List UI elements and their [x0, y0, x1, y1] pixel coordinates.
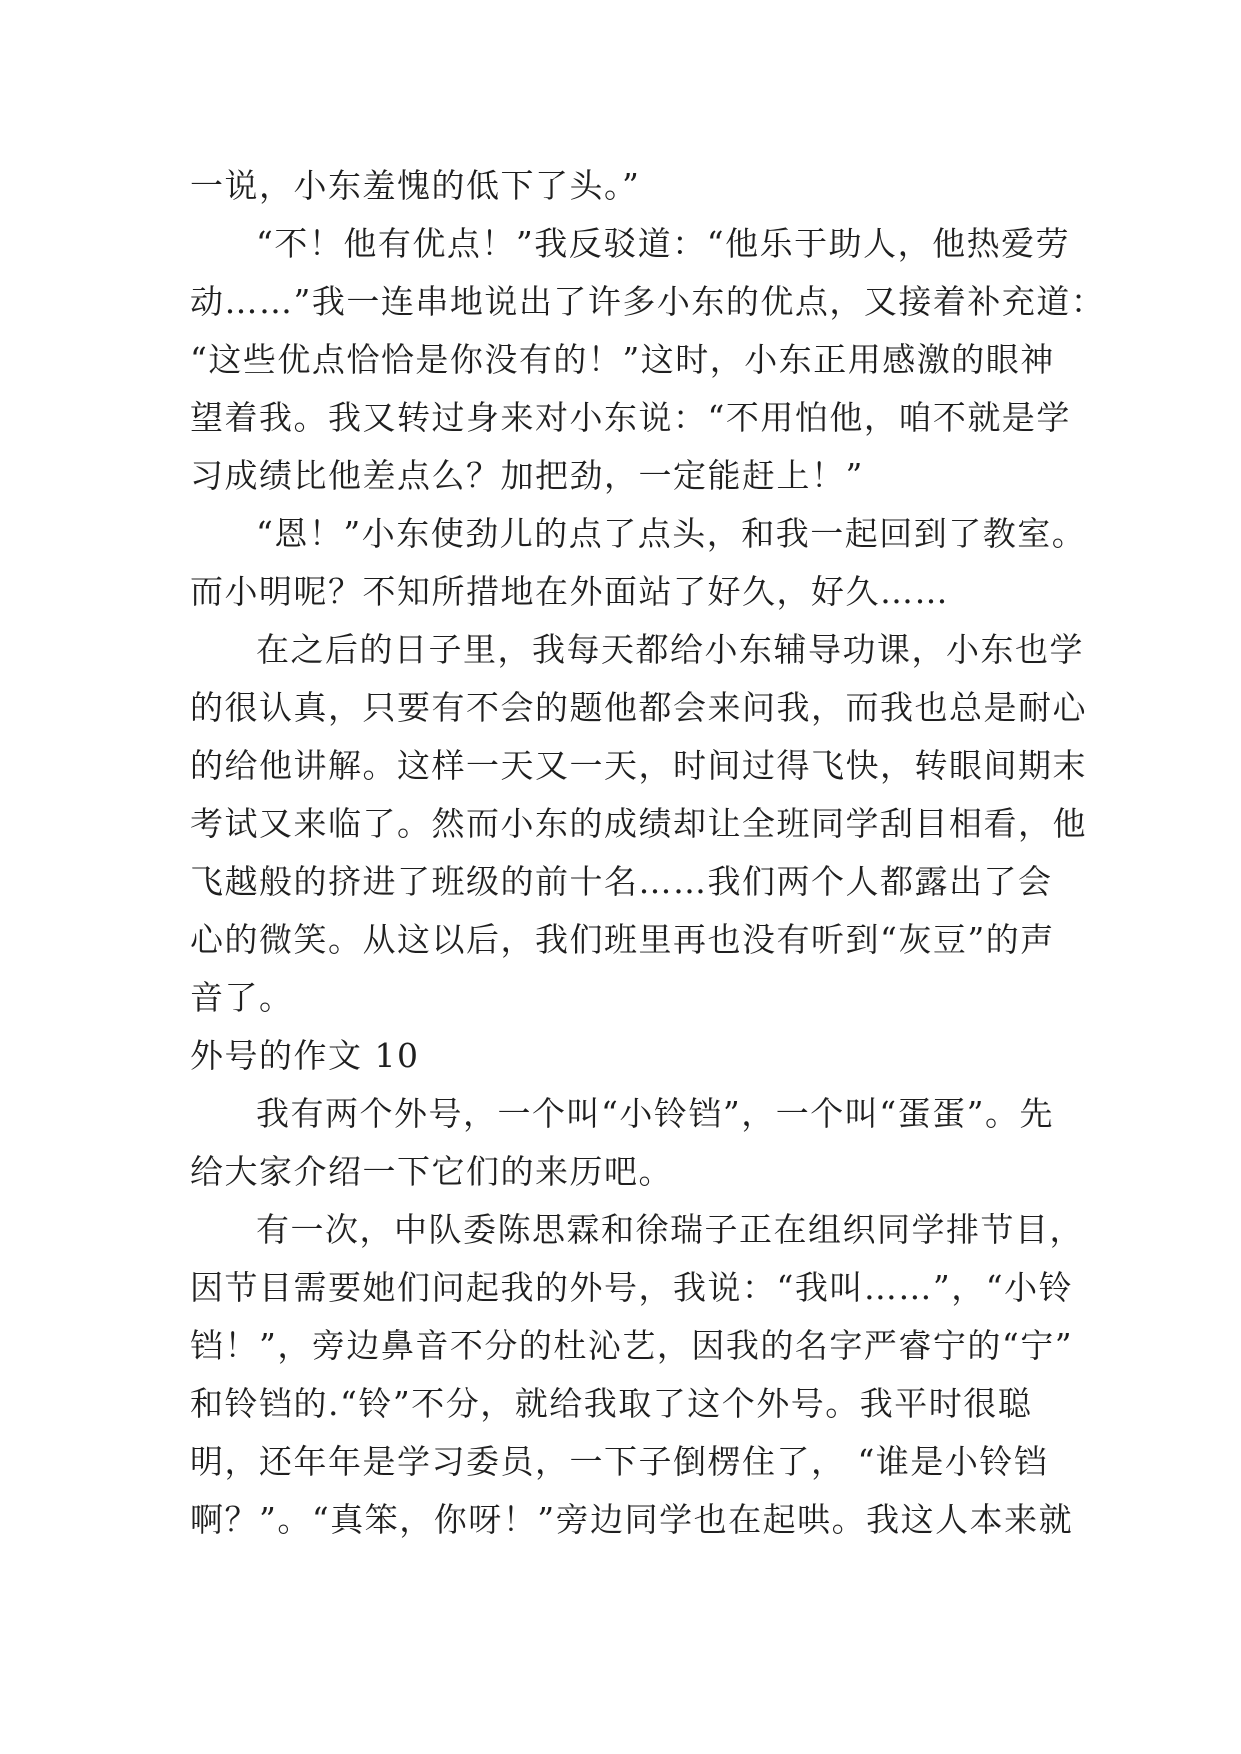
- text-line: 明，还年年是学习委员，一下子倒楞住了， “谁是小铃铛: [190, 1442, 1049, 1481]
- text-line: “这些优点恰恰是你没有的！”这时，小东正用感激的眼神: [190, 340, 1055, 379]
- text-line: 考试又来临了。然而小东的成绩却让全班同学刮目相看，他: [190, 804, 1087, 843]
- paragraph-first-line: 在之后的日子里，我每天都给小东辅导功课，小东也学: [256, 630, 1084, 669]
- text-line: 一说，小东羞愧的低下了头。”: [190, 166, 641, 205]
- text-line: 习成绩比他差点么？加把劲，一定能赶上！”: [190, 456, 864, 495]
- text-line: 的很认真，只要有不会的题他都会来问我，而我也总是耐心: [190, 688, 1087, 727]
- text-line: 动……”我一连串地说出了许多小东的优点，又接着补充道：: [190, 282, 1106, 321]
- section-heading: 外号的作文 10: [190, 1036, 420, 1075]
- paragraph-first-line: “恩！”小东使劲儿的点了点头，和我一起回到了教室。: [256, 514, 1087, 553]
- paragraph-first-line: 有一次，中队委陈思霖和徐瑞子正在组织同学排节目，: [256, 1210, 1084, 1249]
- text-line: 音了。: [190, 978, 294, 1017]
- text-line: 因节目需要她们问起我的外号，我说：“我叫……”，“小铃: [190, 1268, 1074, 1307]
- text-line: 和铃铛的.“铃”不分，就给我取了这个外号。我平时很聪: [190, 1384, 1033, 1423]
- text-line: 望着我。我又转过身来对小东说：“不用怕他，咱不就是学: [190, 398, 1071, 437]
- text-line: 飞越般的挤进了班级的前十名……我们两个人都露出了会: [190, 862, 1053, 901]
- text-line: 啊？”。“真笨，你呀！”旁边同学也在起哄。我这人本来就: [190, 1500, 1074, 1539]
- text-line: 心的微笑。从这以后，我们班里再也没有听到“灰豆”的声: [190, 920, 1055, 959]
- paragraph-first-line: 我有两个外号，一个叫“小铃铛”，一个叫“蛋蛋”。先: [256, 1094, 1054, 1133]
- text-line: 的给他讲解。这样一天又一天，时间过得飞快，转眼间期末: [190, 746, 1087, 785]
- text-line: 给大家介绍一下它们的来历吧。: [190, 1152, 673, 1191]
- text-line: 铛！”，旁边鼻音不分的杜沁艺，因我的名字严睿宁的“宁”: [190, 1326, 1074, 1365]
- text-line: 而小明呢？不知所措地在外面站了好久，好久……: [190, 572, 949, 611]
- paragraph-first-line: “不！他有优点！”我反驳道：“他乐于助人，他热爱劳: [256, 224, 1071, 263]
